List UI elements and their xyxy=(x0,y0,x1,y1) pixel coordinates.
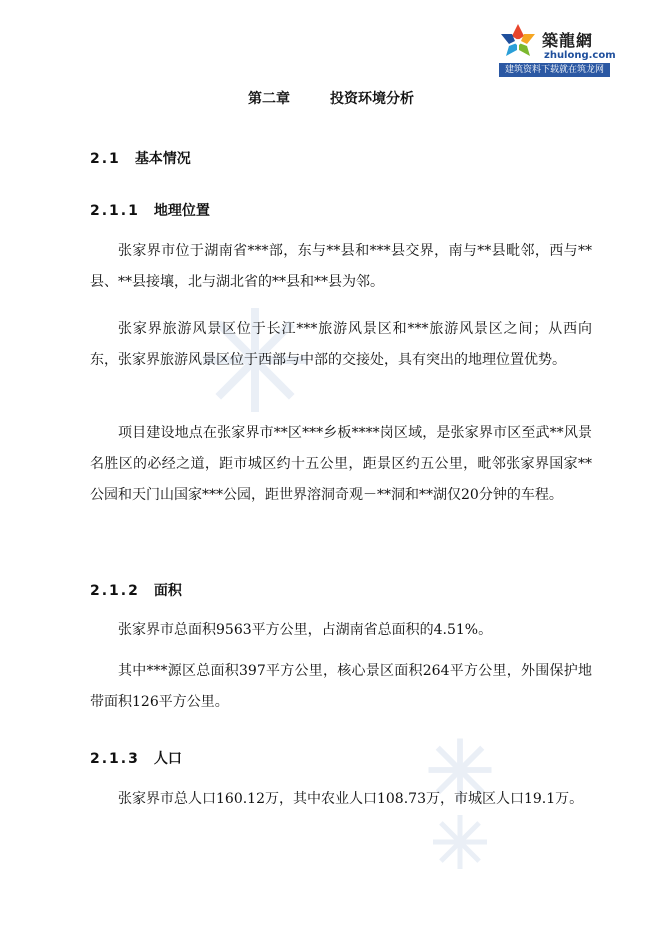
section-title: 基本情况 xyxy=(134,151,191,167)
section-heading-2-1-3 xyxy=(90,748,182,768)
paragraph-pop-1: 张家界市总人口160.12万，其中农业人口108.73万，市城区人口19.1万。 xyxy=(118,791,584,807)
section-title: 面积 xyxy=(153,583,182,599)
paragraph-geo-3: 项目建设地点在张家界市**区***乡板****岗区域，是张家界市区至武**风景名胜区的必经之道，距市城区约十五公里，距景区约五公里，毗邻张家界国家**公园和天门山国家***公园，距世界溶洞奇观－**洞和**湖仅20分钟的车程。 xyxy=(90,425,592,503)
section-title: 地理位置 xyxy=(153,203,210,219)
section-number: 2.1.1 xyxy=(90,203,140,219)
chapter-title xyxy=(0,88,662,108)
snowflake-watermark-icon xyxy=(430,812,490,872)
section-number: 2.1.3 xyxy=(90,751,140,767)
section-heading-2-1-2 xyxy=(90,580,182,600)
logo-domain: zhulong.com xyxy=(544,50,616,61)
section-heading-2-1-1 xyxy=(90,200,210,220)
section-title: 人口 xyxy=(153,751,182,767)
paragraph-geo-2: 张家界旅游风景区位于长江***旅游风景区和***旅游风景区之间；从西向东，张家界旅游风景区位于西部与中部的交接处，具有突出的地理位置优势。 xyxy=(90,321,592,368)
paragraph-geo-1: 张家界市位于湖南省***部，东与**县和***县交界，南与**县毗邻，西与**县、**县接壤，北与湖北省的**县和**县为邻。 xyxy=(90,243,592,290)
section-heading-2-1 xyxy=(90,148,191,168)
chapter-name: 投资环境分析 xyxy=(330,91,414,107)
section-number: 2.1.2 xyxy=(90,583,140,599)
paragraph-area-1: 张家界市总面积9563平方公里，占湖南省总面积的4.51%。 xyxy=(118,622,493,638)
zhulong-logo xyxy=(497,14,616,78)
logo-slogan: 建筑资料下载就在筑龙网 xyxy=(499,63,610,77)
logo-pinwheel-icon xyxy=(497,22,539,62)
section-number: 2.1 xyxy=(90,151,121,167)
chapter-number: 第二章 xyxy=(248,91,290,107)
logo-name: 築龍網 xyxy=(542,31,594,50)
paragraph-area-2: 其中***源区总面积397平方公里，核心景区面积264平方公里，外围保护地带面积126平方公里。 xyxy=(90,663,592,710)
